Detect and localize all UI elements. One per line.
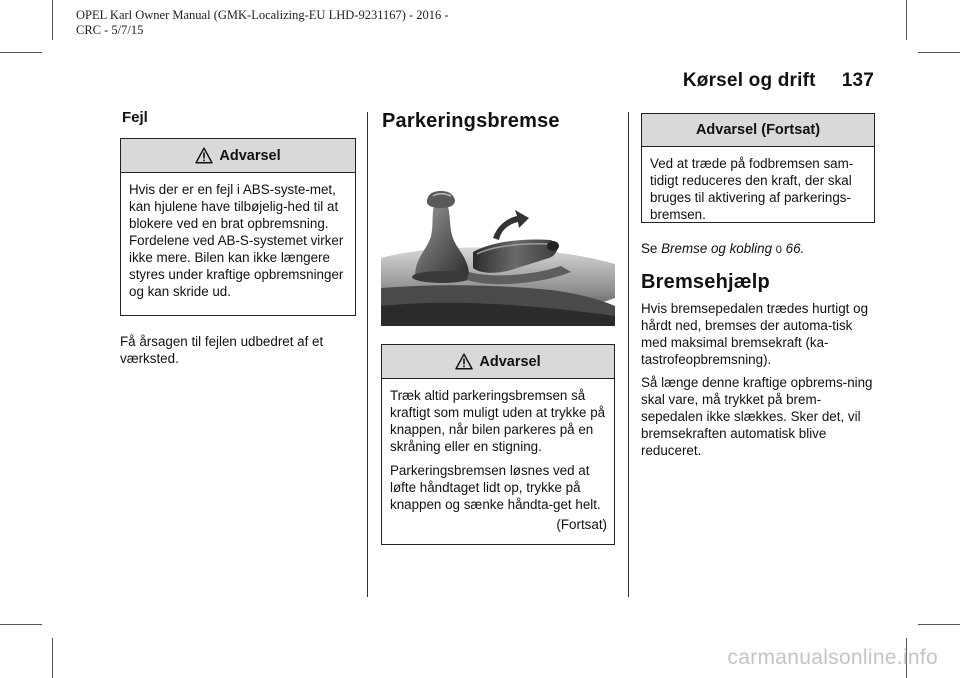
print-metadata-line: CRC - 5/7/15 bbox=[76, 23, 144, 37]
print-metadata bbox=[76, 8, 496, 38]
page-header bbox=[683, 70, 874, 92]
crop-mark bbox=[906, 0, 907, 40]
crop-mark bbox=[0, 52, 42, 53]
print-metadata-line: OPEL Karl Owner Manual (GMK-Localizing-EU LHD-9231167) - 2016 - bbox=[76, 8, 449, 22]
page-number: 137 bbox=[841, 70, 874, 91]
heading-fejl: Fejl bbox=[122, 109, 148, 126]
watermark: carmanualsonline.info bbox=[727, 646, 938, 669]
warning-body bbox=[382, 379, 614, 538]
warning-text: Træk altid parkeringsbremsen så kraftigt som muligt uden at trykke på knappen, når bilen parkeres på en skråning eller en stigning. bbox=[390, 388, 606, 454]
parking-brake-illustration bbox=[381, 188, 615, 326]
column-divider bbox=[367, 112, 368, 597]
warning-body bbox=[642, 147, 874, 236]
cross-reference-page[interactable]: 66. bbox=[785, 241, 805, 256]
warning-triangle-icon bbox=[195, 147, 213, 164]
column-divider bbox=[628, 112, 629, 597]
warning-triangle-icon bbox=[455, 353, 473, 370]
continued-note: (Fortsat) bbox=[556, 517, 607, 532]
section-title: Kørsel og drift bbox=[682, 70, 816, 91]
heading-parkeringsbremse: Parkeringsbremse bbox=[382, 110, 560, 132]
warning-title: Advarsel (Fortsat) bbox=[695, 122, 821, 138]
warning-text: Ved at træde på fodbremsen sam-tidigt reduceres den kraft, der skal bruges til aktivering af parkerings-bremsen. bbox=[650, 156, 854, 222]
paragraph: Hvis bremsepedalen trædes hurtigt og hårdt ned, bremses der automa-tisk med maksimal bremsekraft (ka-tastrofeopbremsning). bbox=[641, 301, 869, 367]
warning-body bbox=[121, 173, 355, 313]
cross-reference-link[interactable]: Bremse og kobling bbox=[661, 241, 773, 256]
warning-header bbox=[382, 345, 614, 379]
warning-title: Advarsel bbox=[479, 353, 541, 370]
warning-box-parking bbox=[381, 344, 615, 545]
heading-bremsehjaelp: Bremsehjælp bbox=[641, 271, 770, 293]
paragraph: Så længe denne kraftige opbrems-ning skal vare, må trykket på brem-sepedalen ikke slækkes. Sker det, vil bremsekraften automatisk blive reduceret. bbox=[641, 375, 873, 458]
warning-box-abs bbox=[120, 138, 356, 316]
cross-reference-prefix: Se bbox=[641, 241, 658, 256]
warning-title: Advarsel bbox=[219, 147, 281, 164]
warning-text: Hvis der er en fejl i ABS-syste-met, kan hjulene have tilbøjelig-hed til at blokere ved en brat opbremsning. Fordelene ved AB-S-systemet virker ikke mere. Bilen kan ikke længere styres under kraftige opbremsninger og kan skride ud. bbox=[129, 182, 344, 299]
cross-reference bbox=[641, 240, 875, 259]
crop-mark bbox=[52, 0, 53, 40]
crop-mark bbox=[918, 624, 960, 625]
crop-mark bbox=[918, 52, 960, 53]
warning-header bbox=[642, 114, 874, 147]
page-ref-arrow-icon: 0 bbox=[775, 244, 782, 256]
warning-box-continued bbox=[641, 113, 875, 223]
crop-mark bbox=[52, 638, 53, 678]
warning-header bbox=[121, 139, 355, 173]
warning-text: Parkeringsbremsen løsnes ved at løfte håndtaget lidt op, trykke på knappen og sænke håndta-get helt. bbox=[390, 463, 601, 512]
crop-mark bbox=[0, 624, 42, 625]
paragraph: Få årsagen til fejlen udbedret af et værksted. bbox=[120, 334, 324, 366]
